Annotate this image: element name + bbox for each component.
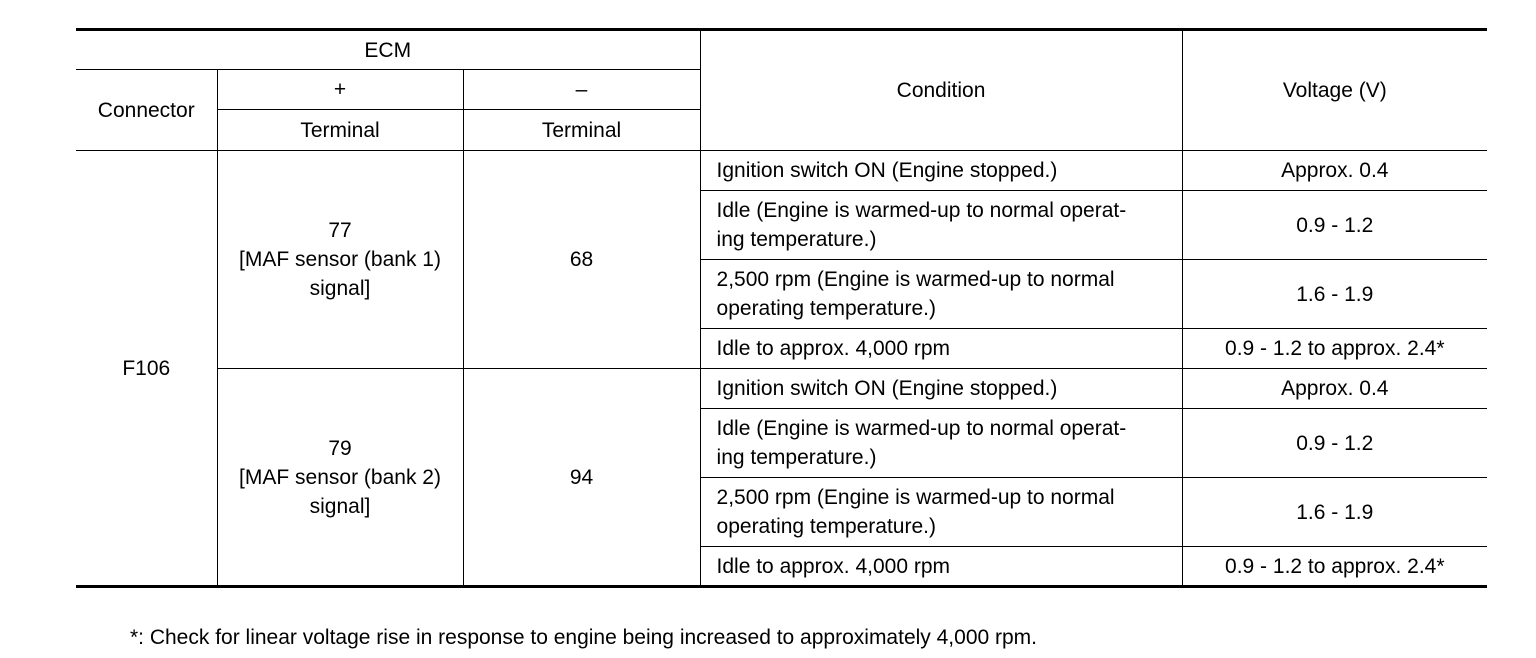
condition-cell	[700, 151, 1182, 191]
table-row	[76, 151, 1487, 191]
table-row	[76, 369, 1487, 409]
plus-terminal-cell	[217, 151, 463, 369]
ecm-terminal-voltage-table	[76, 28, 1487, 588]
condition-cell	[700, 369, 1182, 409]
condition-cell	[700, 191, 1182, 260]
voltage-cell: 0.9 - 1.2 to approx. 2.4*	[1182, 547, 1487, 587]
plus-terminal-desc-line1: [MAF sensor (bank 2)	[239, 465, 441, 489]
plus-terminal-header: Terminal	[217, 110, 463, 151]
voltage-cell: 1.6 - 1.9	[1182, 478, 1487, 547]
header-row-1	[76, 30, 1487, 70]
ecm-header: ECM	[76, 30, 700, 70]
voltage-header: Voltage (V)	[1182, 30, 1487, 151]
condition-line: Ignition switch ON (Engine stopped.)	[716, 377, 1058, 400]
plus-terminal-number: 77	[328, 219, 352, 242]
condition-line: Idle to approx. 4,000 rpm	[716, 554, 951, 578]
condition-line: ing temperature.)	[716, 446, 877, 469]
voltage-cell: 0.9 - 1.2	[1182, 191, 1487, 260]
minus-terminal-cell: 94	[463, 369, 700, 587]
voltage-cell: Approx. 0.4	[1182, 369, 1487, 409]
plus-terminal-cell	[217, 369, 463, 587]
condition-line: Idle to approx. 4,000 rpm	[716, 337, 951, 360]
condition-line: Idle (Engine is warmed-up to normal operat-	[716, 199, 1127, 222]
minus-terminal-cell: 68	[463, 151, 700, 369]
condition-line: 2,500 rpm (Engine is warmed-up to normal	[716, 268, 1115, 291]
condition-cell	[700, 409, 1182, 478]
condition-line: operating temperature.)	[716, 515, 936, 538]
footnote: *: Check for linear voltage rise in response to engine being increased to approximately 4,000 rpm.	[130, 626, 1038, 649]
connector-header: Connector	[76, 70, 217, 151]
condition-line: Ignition switch ON (Engine stopped.)	[716, 159, 1058, 182]
condition-line: operating temperature.)	[716, 297, 936, 320]
voltage-cell: 1.6 - 1.9	[1182, 260, 1487, 329]
condition-cell	[700, 547, 1182, 587]
minus-header: –	[463, 70, 700, 110]
plus-terminal-desc-line2: signal]	[309, 277, 371, 300]
condition-line: 2,500 rpm (Engine is warmed-up to normal	[716, 486, 1115, 509]
minus-terminal-header: Terminal	[463, 110, 700, 151]
voltage-cell: Approx. 0.4	[1182, 151, 1487, 191]
plus-header: +	[217, 70, 463, 110]
condition-header: Condition	[700, 30, 1182, 151]
condition-cell	[700, 478, 1182, 547]
voltage-cell: 0.9 - 1.2	[1182, 409, 1487, 478]
connector-cell: F106	[76, 151, 217, 587]
condition-cell	[700, 329, 1182, 369]
plus-terminal-number: 79	[328, 436, 352, 460]
condition-line: ing temperature.)	[716, 228, 877, 251]
plus-terminal-desc-line2: signal]	[309, 494, 371, 518]
voltage-cell: 0.9 - 1.2 to approx. 2.4*	[1182, 329, 1487, 369]
condition-cell	[700, 260, 1182, 329]
plus-terminal-desc-line1: [MAF sensor (bank 1)	[239, 248, 441, 271]
condition-line: Idle (Engine is warmed-up to normal operat-	[716, 417, 1127, 440]
